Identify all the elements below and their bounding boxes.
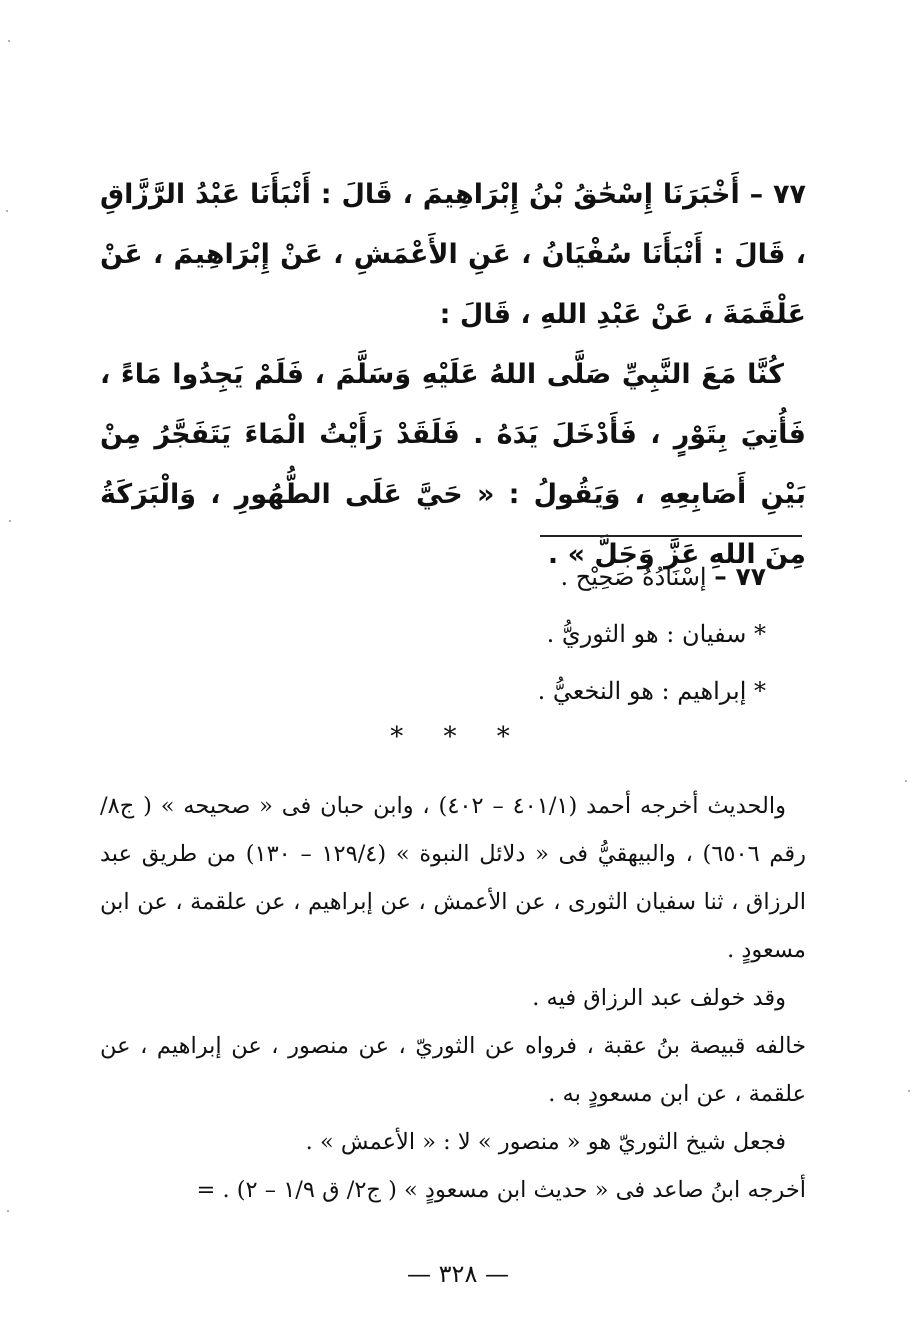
scan-speck xyxy=(8,40,10,42)
footnote-note-sufyan: * سفيان : هو الثوريُّ . xyxy=(546,620,766,648)
footnote-divider xyxy=(540,535,802,537)
scan-speck xyxy=(905,780,907,782)
takhrij-paragraph: وقد خولف عبد الرزاق فيه . xyxy=(532,985,786,1011)
takhrij-text xyxy=(100,782,806,1214)
page-number: — ٣٢٨ — xyxy=(407,1260,509,1288)
scan-speck xyxy=(9,520,11,522)
takhrij-paragraph: أخرجه ابنُ صاعد فى « حديث ابن مسعودٍ » ( ج٢/ ق ١/٩ – ٢) . = xyxy=(196,1177,806,1203)
hadith-isnad: ٧٧ – أَخْبَرَنَا إِسْحَٰقُ بْنُ إِبْرَاهِيمَ ، قَالَ : أَنْبَأَنَا عَبْدُ الرَّزَّاقِ ، قَالَ : أَنْبَأَنَا سُفْيَانُ ، عَنِ الأَعْمَشِ ، عَنْ إِبْرَاهِيمَ ، عَنْ عَلْقَمَةَ ، عَنْ عَبْدِ اللهِ ، قَالَ : xyxy=(100,179,806,330)
takhrij-paragraph: فجعل شيخ الثوريّ هو « منصور » لا : « الأعمش » . xyxy=(305,1129,786,1155)
footnote-number: ٧٧ – xyxy=(714,562,766,591)
scan-speck xyxy=(6,210,8,212)
hadith-matn: كُنَّا مَعَ النَّبِيِّ صَلَّى اللهُ عَلَيْهِ وَسَلَّمَ ، فَلَمْ يَجِدُوا مَاءً ، فَأُتِيَ بِتَوْرٍ ، فَأَدْخَلَ يَدَهُ . فَلَقَدْ رَأَيْتُ الْمَاءَ يَتَفَجَّرُ مِنْ بَيْنِ أَصَابِعِهِ ، وَيَقُولُ : « حَيَّ عَلَى الطُّهُورِ ، وَالْبَرَكَةُ مِنَ اللهِ عَزَّ وَجَلَّ » . xyxy=(100,359,806,570)
isnad-verdict: إسْنَادُهُ صَحِيْح . xyxy=(560,563,707,591)
footnotes xyxy=(300,548,766,720)
scan-speck xyxy=(908,1090,910,1092)
footnote-isnad-line xyxy=(300,548,766,606)
takhrij-paragraph: والحديث أخرجه أحمد (٤٠١/١ – ٤٠٢) ، وابن حبان فى « صحيحه » ( ج٨/ رقم ٦٥٠٦) ، والبيهقيُّ فى « دلائل النبوة » (١٢٩/٤ – ١٣٠) من طريق عبد الرزاق ، ثنا سفيان الثورى ، عن الأعمش ، عن إبراهيم ، عن علقمة ، عن ابن مسعودٍ . xyxy=(100,793,807,963)
footnote-note-ibrahim: * إبراهيم : هو النخعيُّ . xyxy=(537,677,766,705)
takhrij-paragraph: خالفه قبيصة بنُ عقبة ، فرواه عن الثوريّ ، عن منصور ، عن إبراهيم ، عن علقمة ، عن ابن مسعودٍ به . xyxy=(100,1033,806,1107)
section-separator: * * * xyxy=(390,722,526,752)
hadith-text xyxy=(100,165,806,585)
scan-speck xyxy=(7,1210,9,1212)
